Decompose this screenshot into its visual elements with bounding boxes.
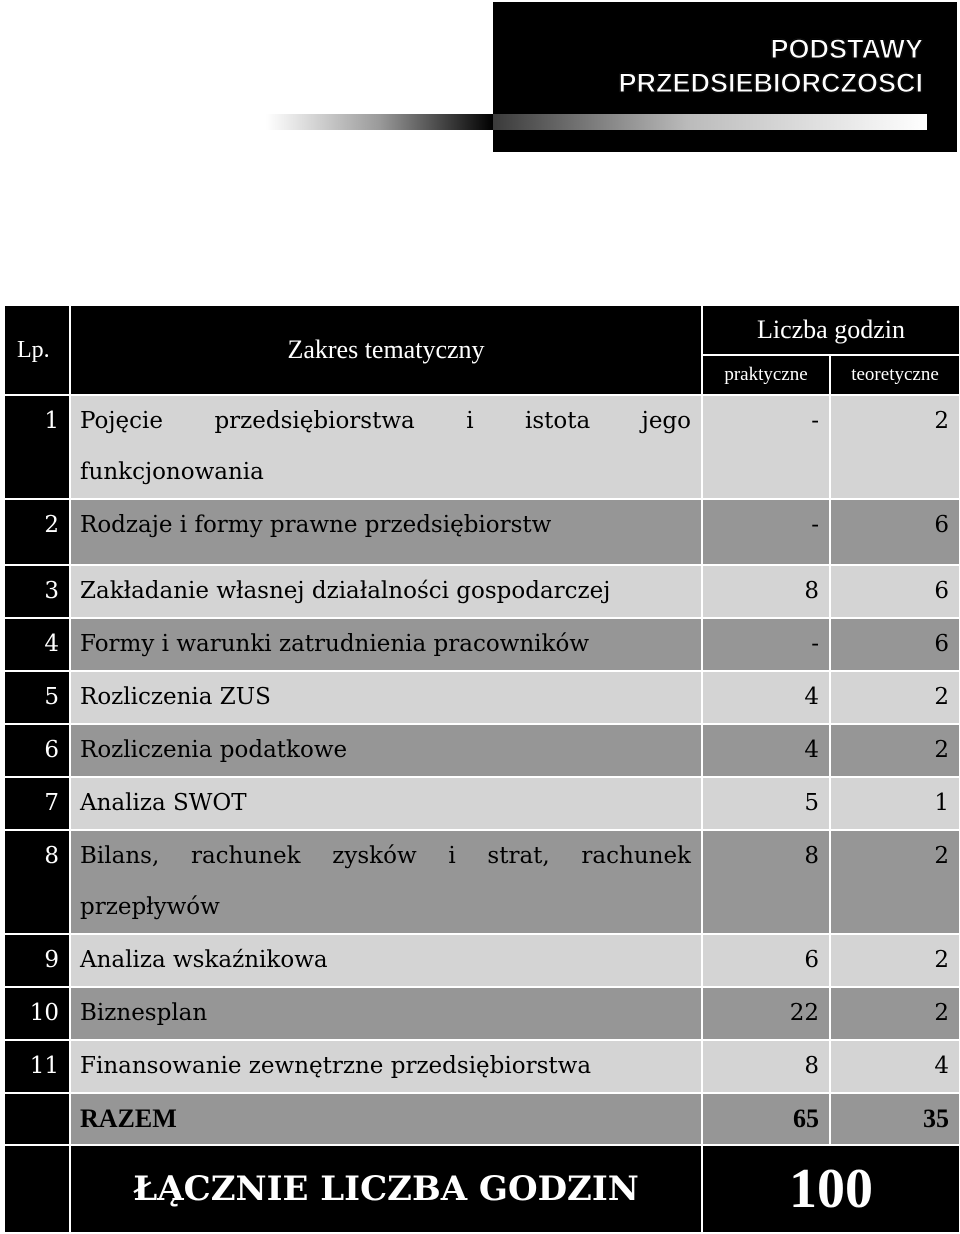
row-practical: 5 [702,777,830,830]
table-row [4,1040,960,1093]
row-practical: - [702,395,830,499]
page-title [618,32,923,100]
course-plan-table [3,304,960,1234]
total-blank-cell [4,1145,70,1233]
title-line-2: PRZEDSIEBIORCZOSCI [618,68,923,98]
row-theoretical: 2 [830,987,960,1040]
row-topic: Bilans, rachunek zysków i strat, rachunek przepływów [70,830,702,934]
row-practical: - [702,618,830,671]
table-row [4,830,960,934]
row-number: 2 [4,499,70,565]
row-practical: 6 [702,934,830,987]
row-topic: Rozliczenia ZUS [70,671,702,724]
table-row [4,395,960,499]
row-practical: 8 [702,1040,830,1093]
total-row [4,1145,960,1233]
row-topic: Analiza wskaźnikowa [70,934,702,987]
row-number: 9 [4,934,70,987]
sum-row [4,1093,960,1145]
sum-label: RAZEM [70,1093,702,1145]
row-practical: 22 [702,987,830,1040]
row-theoretical: 2 [830,671,960,724]
row-topic: Analiza SWOT [70,777,702,830]
row-theoretical: 6 [830,618,960,671]
header-lp: Lp. [4,305,70,395]
sum-practical: 65 [702,1093,830,1145]
title-gradient-bar-left [266,114,493,130]
row-practical: 8 [702,830,830,934]
header-hours: Liczba godzin [702,305,960,355]
total-label: ŁĄCZNIE LICZBA GODZIN [70,1145,702,1233]
row-theoretical: 4 [830,1040,960,1093]
table-row [4,987,960,1040]
table-row [4,724,960,777]
total-value: 100 [702,1145,960,1233]
row-practical: 8 [702,565,830,618]
header-practical: praktyczne [702,355,830,395]
row-topic: Biznesplan [70,987,702,1040]
row-number: 8 [4,830,70,934]
row-theoretical: 2 [830,724,960,777]
row-number: 4 [4,618,70,671]
row-theoretical: 2 [830,395,960,499]
row-practical: 4 [702,671,830,724]
row-topic: Finansowanie zewnętrzne przedsiębiorstwa [70,1040,702,1093]
row-topic: Zakładanie własnej działalności gospodarczej [70,565,702,618]
sum-theoretical: 35 [830,1093,960,1145]
title-banner [493,2,957,152]
header-topic: Zakres tematyczny [70,305,702,395]
row-theoretical: 2 [830,830,960,934]
title-gradient-bar [493,114,927,130]
title-line-1: PODSTAWY [770,34,923,64]
table-row [4,671,960,724]
row-number: 1 [4,395,70,499]
row-number: 10 [4,987,70,1040]
row-practical: - [702,499,830,565]
row-topic: Rozliczenia podatkowe [70,724,702,777]
table-row [4,934,960,987]
row-number: 3 [4,565,70,618]
row-topic: Rodzaje i formy prawne przedsiębiorstw [70,499,702,565]
row-theoretical: 2 [830,934,960,987]
table-row [4,618,960,671]
header-row [4,305,960,355]
row-number: 11 [4,1040,70,1093]
header-theoretical: teoretyczne [830,355,960,395]
row-number: 5 [4,671,70,724]
row-practical: 4 [702,724,830,777]
sum-blank-cell [4,1093,70,1145]
row-topic: Formy i warunki zatrudnienia pracowników [70,618,702,671]
table-row [4,499,960,565]
row-theoretical: 1 [830,777,960,830]
table-row [4,565,960,618]
row-theoretical: 6 [830,565,960,618]
row-topic: Pojęcie przedsiębiorstwa i istota jego funkcjonowania [70,395,702,499]
row-number: 6 [4,724,70,777]
table-row [4,777,960,830]
row-number: 7 [4,777,70,830]
row-theoretical: 6 [830,499,960,565]
